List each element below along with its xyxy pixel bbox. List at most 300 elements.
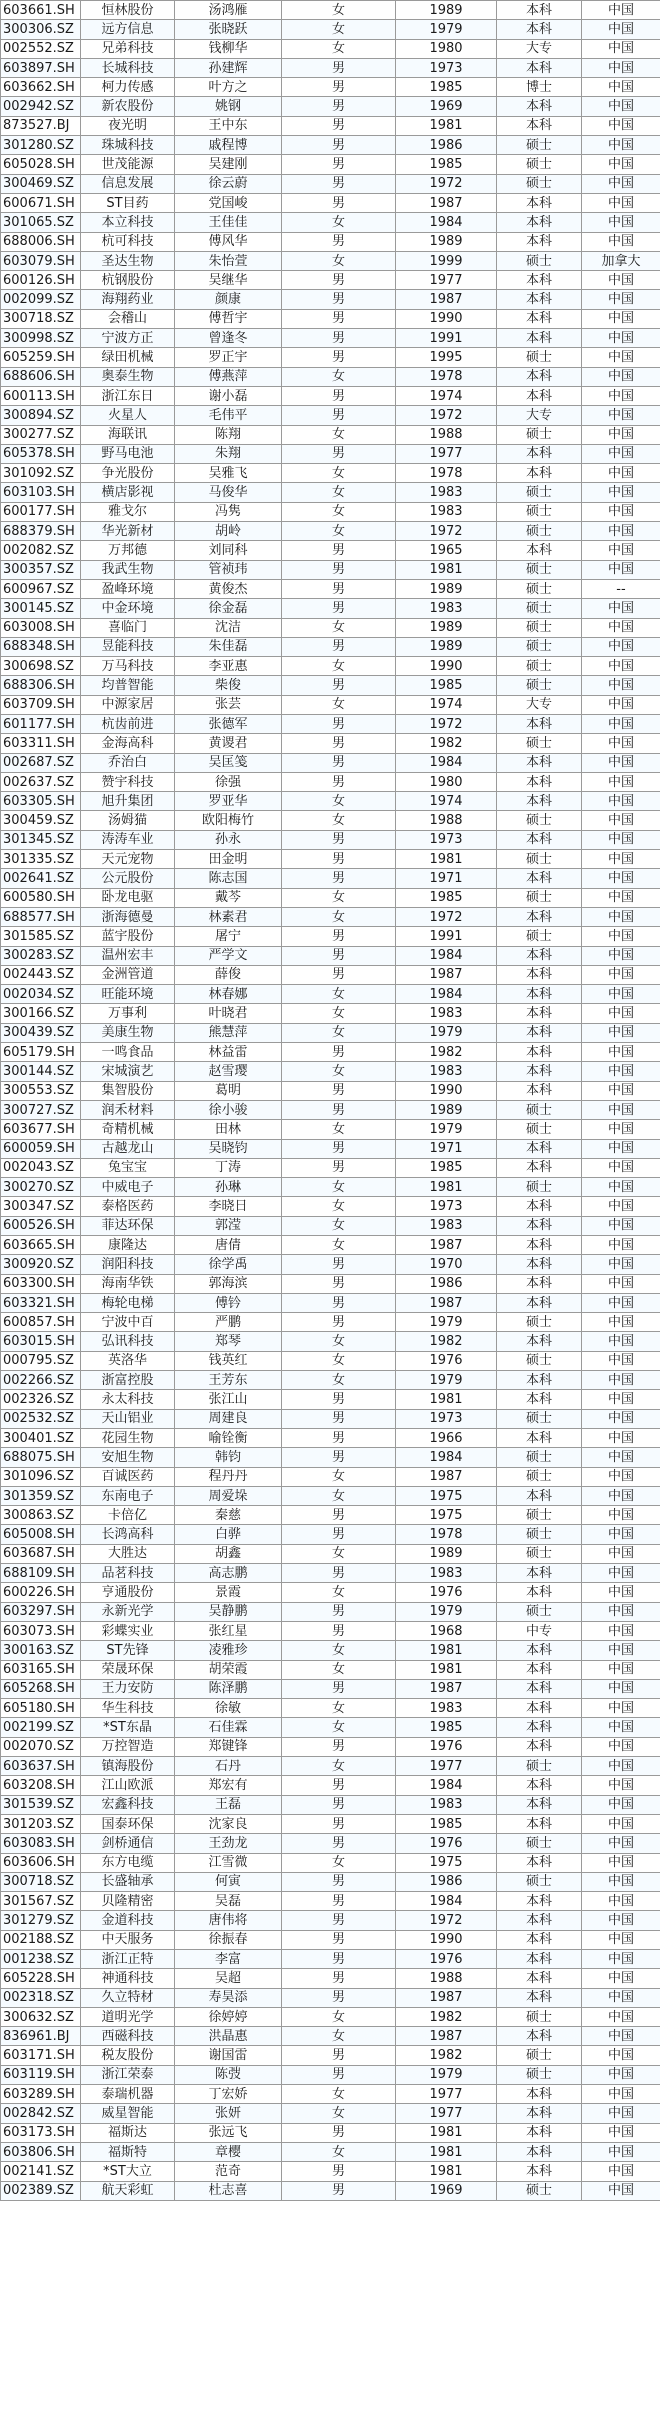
education-cell: 硕士: [497, 1602, 582, 1621]
table-row: [1, 1428, 660, 1447]
education-cell: 本科: [497, 1814, 582, 1833]
company-name-cell: 争光股份: [81, 464, 175, 483]
stock-code-cell: 688577.SH: [1, 907, 81, 926]
stock-code-cell: 301065.SZ: [1, 213, 81, 232]
table-row: [1, 1178, 660, 1197]
education-cell: 本科: [497, 1699, 582, 1718]
table-row: [1, 2085, 660, 2104]
person-name-cell: 田林: [175, 1120, 282, 1139]
stock-code-cell: 301096.SZ: [1, 1467, 81, 1486]
birth-year-cell: 1985: [396, 78, 497, 97]
stock-code-cell: 873527.BJ: [1, 116, 81, 135]
company-name-cell: 旭升集团: [81, 792, 175, 811]
person-name-cell: 欧阳梅竹: [175, 811, 282, 830]
person-name-cell: 喻铨衡: [175, 1428, 282, 1447]
birth-year-cell: 1972: [396, 406, 497, 425]
stock-code-cell: 600967.SZ: [1, 579, 81, 598]
gender-cell: 男: [282, 309, 396, 328]
birth-year-cell: 1979: [396, 1313, 497, 1332]
education-cell: 本科: [497, 830, 582, 849]
company-name-cell: 公元股份: [81, 869, 175, 888]
stock-code-cell: 603300.SH: [1, 1274, 81, 1293]
company-name-cell: 横店影视: [81, 483, 175, 502]
company-name-cell: 杭可科技: [81, 232, 175, 251]
gender-cell: 女: [282, 1544, 396, 1563]
person-name-cell: 林素君: [175, 907, 282, 926]
person-name-cell: 张芸: [175, 695, 282, 714]
stock-code-cell: 300163.SZ: [1, 1641, 81, 1660]
gender-cell: 男: [282, 1621, 396, 1640]
company-name-cell: 柯力传感: [81, 78, 175, 97]
person-name-cell: 吴晓钧: [175, 1139, 282, 1158]
stock-code-cell: 600113.SH: [1, 386, 81, 405]
nationality-cell: 中国: [582, 2046, 660, 2065]
company-name-cell: 宏鑫科技: [81, 1795, 175, 1814]
gender-cell: 男: [282, 579, 396, 598]
table-row: [1, 309, 660, 328]
education-cell: 本科: [497, 907, 582, 926]
person-name-cell: 白骅: [175, 1525, 282, 1544]
nationality-cell: 中国: [582, 116, 660, 135]
gender-cell: 女: [282, 251, 396, 270]
table-row: [1, 1139, 660, 1158]
nationality-cell: 中国: [582, 97, 660, 116]
stock-code-cell: 001238.SZ: [1, 1949, 81, 1968]
stock-code-cell: 605259.SH: [1, 348, 81, 367]
company-name-cell: 金海高科: [81, 734, 175, 753]
education-cell: 本科: [497, 753, 582, 772]
stock-code-cell: 002942.SZ: [1, 97, 81, 116]
company-name-cell: 涛涛车业: [81, 830, 175, 849]
table-row: [1, 1853, 660, 1872]
education-cell: 硕士: [497, 155, 582, 174]
birth-year-cell: 1991: [396, 329, 497, 348]
gender-cell: 女: [282, 2007, 396, 2026]
stock-code-cell: 688109.SH: [1, 1564, 81, 1583]
gender-cell: 女: [282, 213, 396, 232]
education-cell: 本科: [497, 309, 582, 328]
education-cell: 中专: [497, 1621, 582, 1640]
birth-year-cell: 1988: [396, 425, 497, 444]
table-row: [1, 657, 660, 676]
nationality-cell: 中国: [582, 1544, 660, 1563]
nationality-cell: 中国: [582, 1332, 660, 1351]
gender-cell: 女: [282, 1853, 396, 1872]
table-row: [1, 1197, 660, 1216]
company-name-cell: *ST东晶: [81, 1718, 175, 1737]
education-cell: 本科: [497, 946, 582, 965]
table-row: [1, 1274, 660, 1293]
birth-year-cell: 1987: [396, 193, 497, 212]
person-name-cell: 吴雅飞: [175, 464, 282, 483]
gender-cell: 男: [282, 58, 396, 77]
education-cell: 本科: [497, 290, 582, 309]
person-name-cell: 朱佳磊: [175, 637, 282, 656]
nationality-cell: 中国: [582, 734, 660, 753]
education-cell: 硕士: [497, 1757, 582, 1776]
stock-code-cell: 002034.SZ: [1, 985, 81, 1004]
birth-year-cell: 1987: [396, 965, 497, 984]
nationality-cell: 中国: [582, 714, 660, 733]
table-row: [1, 193, 660, 212]
person-name-cell: 何寅: [175, 1872, 282, 1891]
education-cell: 本科: [497, 386, 582, 405]
table-row: [1, 58, 660, 77]
gender-cell: 女: [282, 1004, 396, 1023]
birth-year-cell: 1972: [396, 1911, 497, 1930]
company-name-cell: 本立科技: [81, 213, 175, 232]
education-cell: 硕士: [497, 734, 582, 753]
person-name-cell: 张红星: [175, 1621, 282, 1640]
person-name-cell: 徐小骏: [175, 1100, 282, 1119]
nationality-cell: --: [582, 579, 660, 598]
company-name-cell: 浙江东日: [81, 386, 175, 405]
education-cell: 硕士: [497, 251, 582, 270]
gender-cell: 男: [282, 155, 396, 174]
person-name-cell: 钱柳华: [175, 39, 282, 58]
table-row: [1, 367, 660, 386]
person-name-cell: 郭滢: [175, 1216, 282, 1235]
nationality-cell: 中国: [582, 2142, 660, 2161]
stock-code-cell: 002842.SZ: [1, 2104, 81, 2123]
table-row: [1, 39, 660, 58]
company-name-cell: 长盛轴承: [81, 1872, 175, 1891]
nationality-cell: 中国: [582, 309, 660, 328]
birth-year-cell: 1999: [396, 251, 497, 270]
gender-cell: 女: [282, 1486, 396, 1505]
stock-code-cell: 300145.SZ: [1, 599, 81, 618]
nationality-cell: 中国: [582, 772, 660, 791]
stock-code-cell: 688606.SH: [1, 367, 81, 386]
table-row: [1, 1834, 660, 1853]
nationality-cell: 中国: [582, 1525, 660, 1544]
birth-year-cell: 1977: [396, 444, 497, 463]
stock-code-cell: 300553.SZ: [1, 1081, 81, 1100]
education-cell: 本科: [497, 1737, 582, 1756]
birth-year-cell: 1966: [396, 1428, 497, 1447]
table-row: [1, 927, 660, 946]
stock-code-cell: 603119.SH: [1, 2065, 81, 2084]
nationality-cell: 中国: [582, 1486, 660, 1505]
education-cell: 本科: [497, 1332, 582, 1351]
company-name-cell: 天元宠物: [81, 850, 175, 869]
nationality-cell: 中国: [582, 329, 660, 348]
nationality-cell: 中国: [582, 1892, 660, 1911]
person-name-cell: 秦慈: [175, 1506, 282, 1525]
company-name-cell: 百诚医药: [81, 1467, 175, 1486]
nationality-cell: 中国: [582, 444, 660, 463]
person-name-cell: 毛伟平: [175, 406, 282, 425]
table-row: [1, 792, 660, 811]
company-name-cell: 久立特材: [81, 1988, 175, 2007]
nationality-cell: 中国: [582, 1911, 660, 1930]
education-cell: 大专: [497, 406, 582, 425]
nationality-cell: 中国: [582, 1409, 660, 1428]
gender-cell: 男: [282, 927, 396, 946]
education-cell: 本科: [497, 2104, 582, 2123]
birth-year-cell: 1983: [396, 599, 497, 618]
stock-code-cell: 301567.SZ: [1, 1892, 81, 1911]
stock-code-cell: 605179.SH: [1, 1043, 81, 1062]
person-name-cell: 徐敏: [175, 1699, 282, 1718]
company-name-cell: 金道科技: [81, 1911, 175, 1930]
nationality-cell: 中国: [582, 560, 660, 579]
company-name-cell: 卧龙电驱: [81, 888, 175, 907]
company-name-cell: 东方电缆: [81, 1853, 175, 1872]
stock-code-cell: 603008.SH: [1, 618, 81, 637]
stock-code-cell: 002389.SZ: [1, 2181, 81, 2200]
nationality-cell: 中国: [582, 1255, 660, 1274]
education-cell: 本科: [497, 1081, 582, 1100]
stock-code-cell: 603606.SH: [1, 1853, 81, 1872]
gender-cell: 女: [282, 792, 396, 811]
birth-year-cell: 1980: [396, 39, 497, 58]
nationality-cell: 中国: [582, 1081, 660, 1100]
stock-code-cell: 600857.SH: [1, 1313, 81, 1332]
gender-cell: 男: [282, 1428, 396, 1447]
nationality-cell: 中国: [582, 39, 660, 58]
nationality-cell: 中国: [582, 1949, 660, 1968]
gender-cell: 女: [282, 618, 396, 637]
nationality-cell: 中国: [582, 348, 660, 367]
gender-cell: 女: [282, 1351, 396, 1370]
company-name-cell: 镇海股份: [81, 1757, 175, 1776]
education-cell: 硕士: [497, 425, 582, 444]
person-name-cell: 徐云蔚: [175, 174, 282, 193]
company-name-cell: 乔治白: [81, 753, 175, 772]
stock-code-cell: 603321.SH: [1, 1293, 81, 1312]
person-name-cell: 王中东: [175, 116, 282, 135]
birth-year-cell: 1969: [396, 2181, 497, 2200]
education-cell: 本科: [497, 1293, 582, 1312]
company-name-cell: 美康生物: [81, 1023, 175, 1042]
stock-code-cell: 300283.SZ: [1, 946, 81, 965]
nationality-cell: 中国: [582, 1814, 660, 1833]
education-cell: 本科: [497, 1853, 582, 1872]
nationality-cell: 中国: [582, 927, 660, 946]
nationality-cell: 中国: [582, 1988, 660, 2007]
person-name-cell: 郭海滨: [175, 1274, 282, 1293]
birth-year-cell: 1985: [396, 1158, 497, 1177]
person-name-cell: 孙永: [175, 830, 282, 849]
table-row: [1, 464, 660, 483]
table-row: [1, 20, 660, 39]
nationality-cell: 中国: [582, 1178, 660, 1197]
birth-year-cell: 1985: [396, 1718, 497, 1737]
person-name-cell: 屠宁: [175, 927, 282, 946]
education-cell: 硕士: [497, 637, 582, 656]
birth-year-cell: 1972: [396, 714, 497, 733]
nationality-cell: 中国: [582, 1718, 660, 1737]
education-cell: 本科: [497, 2162, 582, 2181]
company-name-cell: 中金环境: [81, 599, 175, 618]
table-row: [1, 1544, 660, 1563]
nationality-cell: 中国: [582, 1390, 660, 1409]
birth-year-cell: 1983: [396, 502, 497, 521]
company-name-cell: ST目药: [81, 193, 175, 212]
birth-year-cell: 1983: [396, 1699, 497, 1718]
education-cell: 硕士: [497, 676, 582, 695]
birth-year-cell: 1987: [396, 1293, 497, 1312]
table-row: [1, 1506, 660, 1525]
education-cell: 本科: [497, 1043, 582, 1062]
stock-code-cell: 002552.SZ: [1, 39, 81, 58]
education-cell: 本科: [497, 1988, 582, 2007]
birth-year-cell: 1973: [396, 1197, 497, 1216]
stock-code-cell: 603208.SH: [1, 1776, 81, 1795]
stock-code-cell: 002318.SZ: [1, 1988, 81, 2007]
birth-year-cell: 1983: [396, 1062, 497, 1081]
company-name-cell: 弘讯科技: [81, 1332, 175, 1351]
gender-cell: 女: [282, 20, 396, 39]
birth-year-cell: 1985: [396, 155, 497, 174]
education-cell: 本科: [497, 1641, 582, 1660]
person-name-cell: 郑键锋: [175, 1737, 282, 1756]
stock-code-cell: 603897.SH: [1, 58, 81, 77]
company-name-cell: 税友股份: [81, 2046, 175, 2065]
gender-cell: 女: [282, 2142, 396, 2161]
birth-year-cell: 1988: [396, 1969, 497, 1988]
education-cell: 本科: [497, 116, 582, 135]
person-name-cell: 叶晓君: [175, 1004, 282, 1023]
company-name-cell: 旺能环境: [81, 985, 175, 1004]
nationality-cell: 中国: [582, 2027, 660, 2046]
table-row: [1, 1313, 660, 1332]
education-cell: 大专: [497, 39, 582, 58]
stock-code-cell: 002326.SZ: [1, 1390, 81, 1409]
education-cell: 硕士: [497, 599, 582, 618]
person-name-cell: 胡荣霞: [175, 1660, 282, 1679]
birth-year-cell: 1978: [396, 464, 497, 483]
company-name-cell: 杭齿前进: [81, 714, 175, 733]
person-name-cell: 石佳霖: [175, 1718, 282, 1737]
nationality-cell: 中国: [582, 20, 660, 39]
company-name-cell: 安旭生物: [81, 1448, 175, 1467]
education-cell: 本科: [497, 1139, 582, 1158]
nationality-cell: 中国: [582, 850, 660, 869]
stock-code-cell: 300277.SZ: [1, 425, 81, 444]
gender-cell: 男: [282, 1043, 396, 1062]
gender-cell: 男: [282, 1949, 396, 1968]
table-row: [1, 1255, 660, 1274]
stock-code-cell: 300439.SZ: [1, 1023, 81, 1042]
person-name-cell: 罗正宇: [175, 348, 282, 367]
birth-year-cell: 1984: [396, 753, 497, 772]
company-name-cell: 浙海德曼: [81, 907, 175, 926]
birth-year-cell: 1981: [396, 1178, 497, 1197]
birth-year-cell: 1979: [396, 20, 497, 39]
birth-year-cell: 1982: [396, 1043, 497, 1062]
gender-cell: 男: [282, 78, 396, 97]
gender-cell: 女: [282, 1660, 396, 1679]
company-name-cell: 贝隆精密: [81, 1892, 175, 1911]
nationality-cell: 中国: [582, 1853, 660, 1872]
nationality-cell: 中国: [582, 1043, 660, 1062]
table-row: [1, 985, 660, 1004]
company-name-cell: 大胜达: [81, 1544, 175, 1563]
person-name-cell: 王劲龙: [175, 1834, 282, 1853]
person-name-cell: 吴建刚: [175, 155, 282, 174]
table-row: [1, 676, 660, 695]
birth-year-cell: 1984: [396, 1892, 497, 1911]
company-name-cell: 中天服务: [81, 1930, 175, 1949]
person-name-cell: 徐强: [175, 772, 282, 791]
stock-code-cell: 002099.SZ: [1, 290, 81, 309]
birth-year-cell: 1984: [396, 1776, 497, 1795]
birth-year-cell: 1981: [396, 1660, 497, 1679]
table-row: [1, 2142, 660, 2161]
table-row: [1, 1409, 660, 1428]
gender-cell: 男: [282, 271, 396, 290]
birth-year-cell: 1981: [396, 560, 497, 579]
birth-year-cell: 1974: [396, 792, 497, 811]
company-name-cell: 江山欧派: [81, 1776, 175, 1795]
nationality-cell: 中国: [582, 2181, 660, 2200]
stock-code-cell: 688306.SH: [1, 676, 81, 695]
gender-cell: 男: [282, 1100, 396, 1119]
nationality-cell: 中国: [582, 1602, 660, 1621]
education-cell: 硕士: [497, 174, 582, 193]
person-name-cell: 周爱垛: [175, 1486, 282, 1505]
birth-year-cell: 1975: [396, 1853, 497, 1872]
person-name-cell: 谢国雷: [175, 2046, 282, 2065]
gender-cell: 男: [282, 2046, 396, 2065]
education-cell: 本科: [497, 1216, 582, 1235]
company-name-cell: 梅轮电梯: [81, 1293, 175, 1312]
nationality-cell: 中国: [582, 174, 660, 193]
table-row: [1, 2046, 660, 2065]
education-cell: 硕士: [497, 2046, 582, 2065]
table-row: [1, 869, 660, 888]
gender-cell: 男: [282, 869, 396, 888]
education-cell: 本科: [497, 965, 582, 984]
gender-cell: 女: [282, 1236, 396, 1255]
education-cell: 本科: [497, 1197, 582, 1216]
company-name-cell: 东南电子: [81, 1486, 175, 1505]
gender-cell: 女: [282, 1641, 396, 1660]
birth-year-cell: 1984: [396, 1448, 497, 1467]
nationality-cell: 中国: [582, 290, 660, 309]
stock-code-cell: 688379.SH: [1, 522, 81, 541]
table-row: [1, 850, 660, 869]
person-name-cell: 凌雅珍: [175, 1641, 282, 1660]
education-cell: 本科: [497, 1371, 582, 1390]
company-name-cell: 万控智造: [81, 1737, 175, 1756]
table-row: [1, 1776, 660, 1795]
person-name-cell: 罗亚华: [175, 792, 282, 811]
gender-cell: 男: [282, 1448, 396, 1467]
company-name-cell: 长城科技: [81, 58, 175, 77]
education-cell: 硕士: [497, 811, 582, 830]
stock-code-cell: 300357.SZ: [1, 560, 81, 579]
nationality-cell: 中国: [582, 78, 660, 97]
table-row: [1, 2027, 660, 2046]
company-name-cell: 海联讯: [81, 425, 175, 444]
stock-code-cell: 600226.SH: [1, 1583, 81, 1602]
birth-year-cell: 1989: [396, 1, 497, 20]
education-cell: 本科: [497, 1236, 582, 1255]
birth-year-cell: 1980: [396, 772, 497, 791]
birth-year-cell: 1981: [396, 850, 497, 869]
education-cell: 硕士: [497, 1506, 582, 1525]
gender-cell: 男: [282, 753, 396, 772]
company-name-cell: 赞宇科技: [81, 772, 175, 791]
stock-code-cell: 002443.SZ: [1, 965, 81, 984]
person-name-cell: 傅钤: [175, 1293, 282, 1312]
nationality-cell: 中国: [582, 946, 660, 965]
stock-code-cell: 836961.BJ: [1, 2027, 81, 2046]
birth-year-cell: 1976: [396, 1737, 497, 1756]
